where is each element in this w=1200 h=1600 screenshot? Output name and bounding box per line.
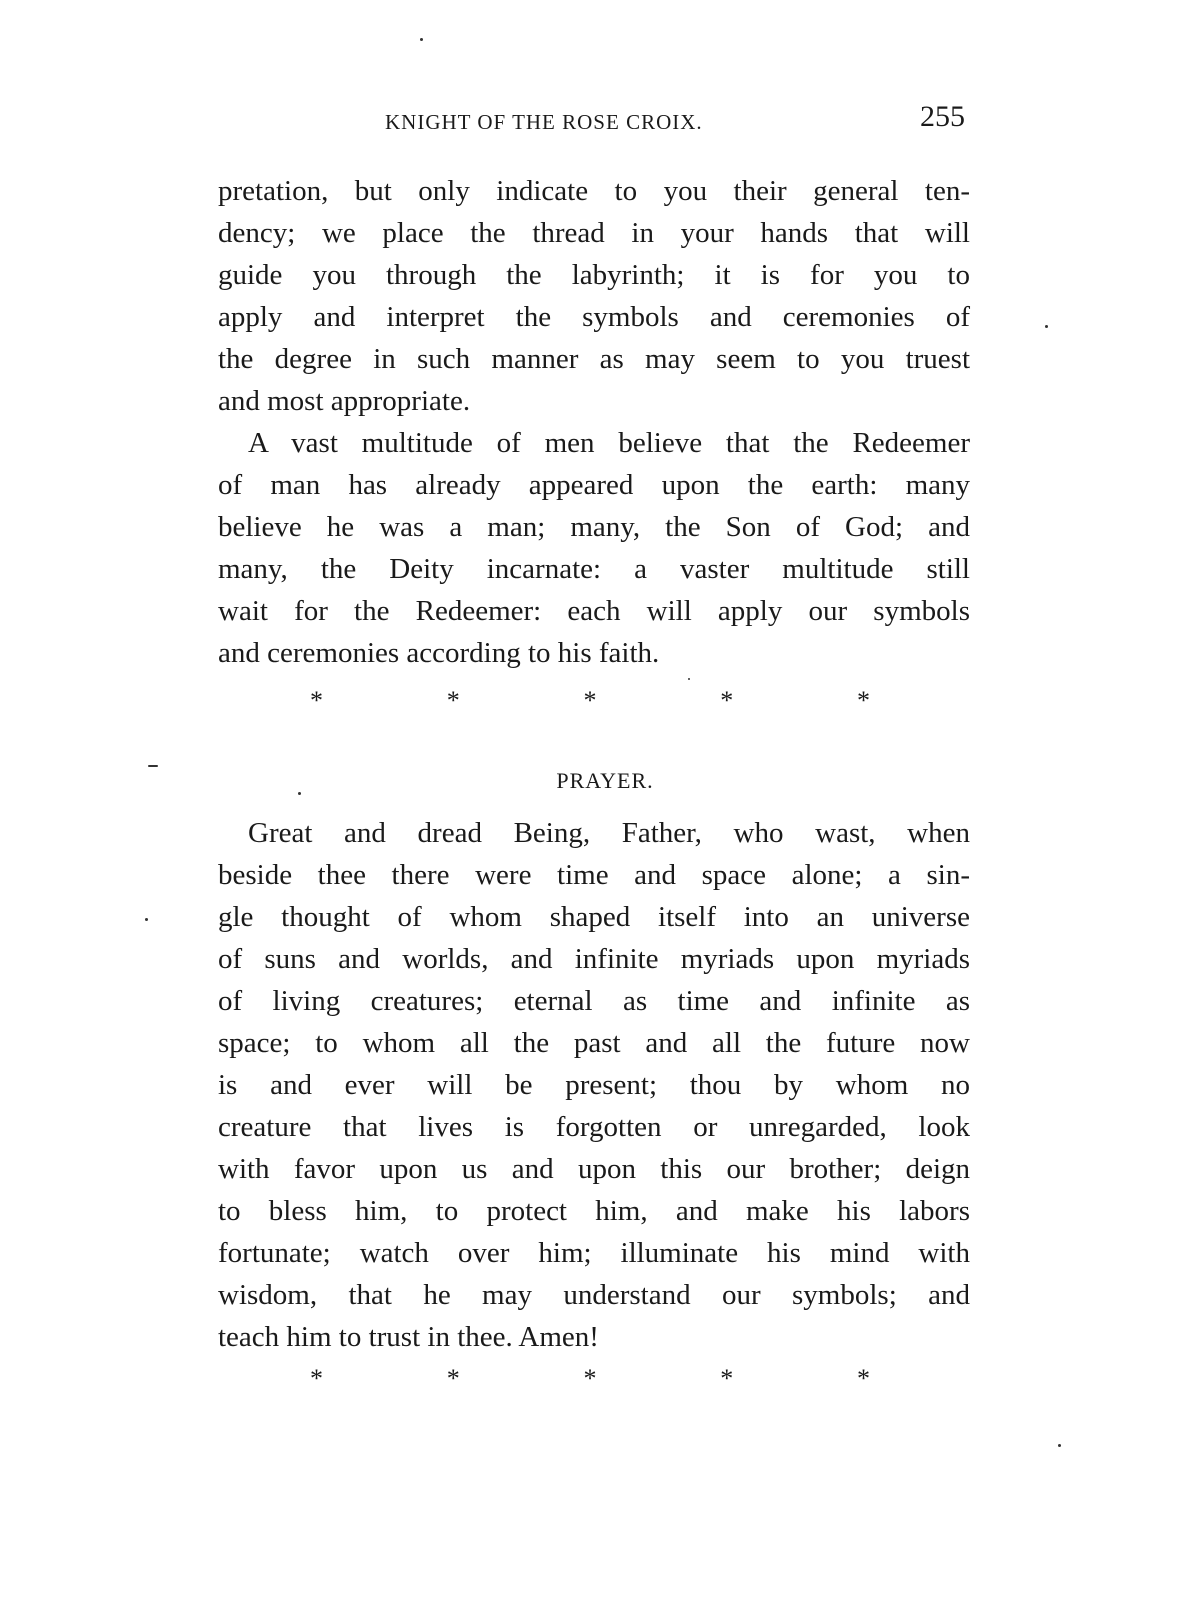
text-line: with favor upon us and upon this our brother; deign (218, 1153, 970, 1185)
asterism-separator (310, 686, 870, 716)
text-line: of man has already appeared upon the earth: many (218, 469, 970, 501)
text-line: teach him to trust in thee. Amen! (218, 1321, 599, 1353)
asterisk: * (720, 686, 734, 715)
asterisk: * (720, 1364, 734, 1393)
text-line: space; to whom all the past and all the future now (218, 1027, 970, 1059)
text-line: pretation, but only indicate to you their general ten- (218, 175, 970, 207)
text-line: is and ever will be present; thou by whom no (218, 1069, 970, 1101)
scan-speck (688, 678, 690, 680)
text-line: apply and interpret the symbols and ceremonies of (218, 301, 970, 333)
text-line: Great and dread Being, Father, who wast, when (248, 817, 970, 849)
text-line: gle thought of whom shaped itself into an universe (218, 901, 970, 933)
section-title: PRAYER. (556, 768, 654, 793)
text-line: creature that lives is forgotten or unregarded, look (218, 1111, 970, 1143)
prayer-paragraph (218, 812, 970, 1358)
asterisk: * (446, 686, 460, 715)
paragraph-continuation (218, 170, 970, 422)
text-line: and ceremonies according to his faith. (218, 637, 660, 669)
text-line: and most appropriate. (218, 385, 471, 417)
text-line: believe he was a man; many, the Son of God; and (218, 511, 970, 543)
asterisk: * (583, 1364, 597, 1393)
scan-speck (420, 38, 423, 41)
text-line: the degree in such manner as may seem to you truest (218, 343, 970, 375)
text-line: fortunate; watch over him; illuminate his mind with (218, 1237, 970, 1269)
text-line: to bless him, to protect him, and make his labors (218, 1195, 970, 1227)
text-line: of living creatures; eternal as time and infinite as (218, 985, 970, 1017)
scan-speck (1058, 1444, 1061, 1447)
paragraph-redeemer (218, 422, 970, 674)
asterisk: * (857, 686, 870, 715)
asterisk: * (857, 1364, 870, 1393)
running-title: KNIGHT OF THE ROSE CROIX. (385, 110, 703, 134)
scan-speck (145, 918, 148, 921)
asterisk: * (310, 1364, 323, 1393)
scan-speck (298, 792, 301, 795)
text-line: A vast multitude of men believe that the Redeemer (248, 427, 970, 459)
text-line: dency; we place the thread in your hands that will (218, 217, 970, 249)
scan-speck (1045, 325, 1048, 328)
asterisk: * (583, 686, 597, 715)
asterisk: * (446, 1364, 460, 1393)
asterisk: * (310, 686, 323, 715)
scan-speck (148, 765, 158, 767)
text-line: wisdom, that he may understand our symbols; and (218, 1279, 970, 1311)
asterism-separator (310, 1364, 870, 1394)
text-line: guide you through the labyrinth; it is for you to (218, 259, 970, 291)
running-head (215, 100, 975, 140)
text-line: of suns and worlds, and infinite myriads upon myriads (218, 943, 970, 975)
text-line: beside thee there were time and space alone; a sin- (218, 859, 970, 891)
page-number: 255 (920, 100, 965, 133)
text-line: wait for the Redeemer: each will apply our symbols (218, 595, 970, 627)
text-line: many, the Deity incarnate: a vaster multitude still (218, 553, 970, 585)
